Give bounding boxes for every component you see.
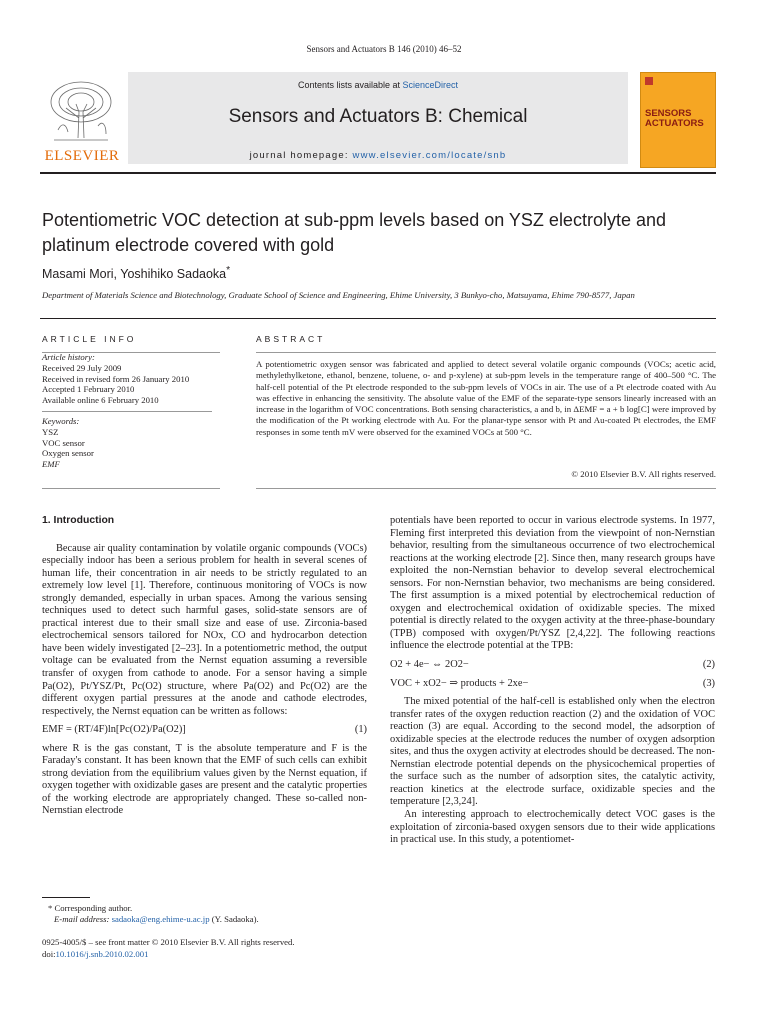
cover-title-line-2: ACTUATORS <box>645 118 704 129</box>
keyword-item: EMF <box>42 459 60 470</box>
masthead-banner <box>128 72 628 164</box>
article-info-heading: ARTICLE INFO <box>42 334 137 344</box>
journal-homepage <box>128 150 628 161</box>
author-affiliation: Department of Materials Science and Biotechnology, Graduate School of Science and Engineering, Ehime University, 3 Bunkyo-cho, Matsuyama, Ehime 790-8577, Japan <box>42 290 635 300</box>
equation-2 <box>390 659 715 672</box>
equation-1-number: (1) <box>354 724 367 736</box>
equation-2-number: (2) <box>702 659 715 671</box>
body-paragraph: where R is the gas constant, T is the absolute temperature and F is the Faraday's constant. It has been known that the EMF of such cells can exhibit strong deviation from the equilibrium values given by the Nernst equation, if oxygen together with oxidizable gases are present and the catalytic properties of the working electrode are appropriately changed. These so-called non-Nernstian electrode <box>42 742 367 817</box>
elsevier-tree-icon <box>44 78 118 144</box>
header-divider <box>40 172 716 174</box>
publisher-wordmark: ELSEVIER <box>44 148 120 164</box>
authors-names: Masami Mori, Yoshihiko Sadaoka <box>42 267 227 282</box>
elsevier-logo[interactable] <box>40 78 122 168</box>
info-bottom-rule <box>42 488 220 489</box>
email-label: E-mail address: <box>54 914 112 924</box>
contents-prefix: Contents lists available at <box>297 80 403 90</box>
footnote-divider <box>42 897 90 898</box>
section-divider <box>40 318 716 319</box>
body-column-right <box>390 515 715 847</box>
body-column-left <box>42 515 367 818</box>
abstract-copyright: © 2010 Elsevier B.V. All rights reserved. <box>571 469 716 479</box>
corresponding-label: Corresponding author. <box>54 903 133 913</box>
keyword-item: Oxygen sensor <box>42 448 94 459</box>
info-separator <box>42 411 212 412</box>
email-suffix: (Y. Sadaoka). <box>209 914 259 924</box>
issn-line: 0925-4005/$ – see front matter © 2010 Elsevier B.V. All rights reserved. <box>42 937 295 947</box>
journal-cover-image <box>640 72 716 168</box>
body-paragraph: potentials have been reported to occur in various electrode systems. In 1977, Fleming first interpreted this deviation from the viewpoint of non-Nernstian behavior, resulting from the simultaneous occurrence of two electrochemical reactions at the working electrode [2]. Since then, many research groups have exploited the non-Nernstian behavior to develop several electrochemical sensors. For non-Nernstian behavior, two mechanisms are being considered. The first assumption is a mixed potential by electrochemical reduction of oxygen and electrochemical oxidation of oxidizable species. The mixed potential is directly related to the oxygen activity at the three-phase-boundary (TPB) composed with oxygen/Pt/YSZ [2,4,22]. The following reactions influence the electrode potential at the TPB: <box>390 515 715 652</box>
abstract-top-rule <box>256 352 716 353</box>
publication-meta <box>42 937 295 960</box>
journal-masthead <box>40 72 716 166</box>
equation-1 <box>42 724 367 737</box>
cover-logo-icon <box>645 77 653 85</box>
footnote-mark: * <box>48 903 53 913</box>
keyword-item: YSZ <box>42 426 59 437</box>
received-date: Received 29 July 2009 <box>42 362 122 373</box>
revised-date: Received in revised form 26 January 2010 <box>42 373 190 384</box>
equation-2-text: O2 + 4e− ⇔ 2O2− <box>390 659 469 671</box>
journal-reference: Sensors and Actuators B 146 (2010) 46–52 <box>306 44 462 54</box>
body-paragraph: An interesting approach to electrochemically detect VOC gases is the exploitation of zirconia-based oxygen sensors due to their wide applications in practical use. In this study, a potentiomet- <box>390 809 715 846</box>
body-paragraph: The mixed potential of the half-cell is established only when the electron transfer rates of the oxygen reduction reaction (2) and the oxidation of VOC reaction (3) are equal. According to the second model, the adsorption of oxidizable species at the electrode reduces the number of oxygen adsorption sites, and thus the oxygen activity at electrodes should be decreased. The non-Nernstian electrode potential depends on the physicochemical properties of the surface such as the number of adsorption sites, the catalytic activity, reaction kinetics at the electrode surface, oxidizable species and the temperature [2,3,24]. <box>390 696 715 808</box>
online-date: Available online 6 February 2010 <box>42 395 159 406</box>
contents-line <box>128 80 628 90</box>
introduction-heading: 1. Introduction <box>42 515 115 526</box>
homepage-label: journal homepage: <box>249 150 353 161</box>
article-title: Potentiometric VOC detection at sub-ppm levels based on YSZ electrolyte and platinum electrode covered with gold <box>42 210 666 255</box>
equation-3 <box>390 678 715 691</box>
corresponding-author-mark[interactable]: * <box>226 265 231 276</box>
keyword-item: VOC sensor <box>42 437 85 448</box>
equation-3-number: (3) <box>702 677 715 689</box>
equation-3-text: VOC + xO2− ⇒ products + 2xe− <box>390 677 529 689</box>
author-list <box>42 265 230 281</box>
keywords-label: Keywords: <box>42 415 80 426</box>
accepted-date: Accepted 1 February 2010 <box>42 384 135 395</box>
abstract-heading: ABSTRACT <box>256 334 326 344</box>
history-label: Article history: <box>42 352 95 362</box>
cover-title-line-1: SENSORS <box>645 108 692 119</box>
journal-title: Sensors and Actuators B: Chemical <box>228 106 528 127</box>
email-link[interactable]: sadaoka@eng.ehime-u.ac.jp <box>111 914 210 924</box>
equation-1-text: EMF = (RT/4F)ln[Pc(O2)/Pa(O2)] <box>42 724 186 736</box>
abstract-bottom-rule <box>256 488 716 489</box>
homepage-link[interactable]: www.elsevier.com/locate/snb <box>352 150 507 161</box>
body-paragraph: Because air quality contamination by volatile organic compounds (VOCs) especially indoor has been a serious problem for health in several scenes of human life, their concentration in air needs to be strictly regulated to an extremely low level [1]. Therefore, continuous monitoring of VOCs is now strongly demanded, especially in urban spaces. Among the various sensing techniques used to detect such harmful gases, solid-state sensors are of practical interest due to their small size and ease of use. Zirconia-based electrochemical sensors tailored for NOx, CO and hydrocarbon detection have been widely investigated [2–23]. In a potentiometric method, the output voltage can be evaluated from the Nernst equation assuming a reversible transfer of oxygen from cathode to anode. For a sensor having a simple Pa(O2), Pt/YSZ/Pt, Pc(O2) structure, where Pa(O2) and Pc(O2) are the different oxygen partial pressures at the anode and cathode electrodes, respectively, the Nernst equation can be written as follows: <box>42 542 367 717</box>
abstract-text: A potentiometric oxygen sensor was fabricated and applied to detect several volatile organic compounds (VOCs; acetic acid, methylethylketone, ethanol, benzene, toluene, o- and p-xylene) at sub-ppm levels in the temperature range of 400–500 °C. The half-cell potential of the Pt electrode responded to the sub-ppm levels of VOCs in air. The use of a Pt electrode coated with Au was effective in enhancing the sensitivity. The absolute value of the EMF of the separate-type sensors linearly increased with an increase in the logarithm of VOC concentrations. Both sensing characteristics, a and b, in ΔEMF = a + b log[C] were improved by the modification of the Pt working electrode with Au. For the planar-type sensor with Pt and Au-coated Pt electrodes, the EMF responses in some tenth mV were observed for the examined VOCs at 500 °C. <box>256 359 716 437</box>
cover-title <box>645 109 704 129</box>
sciencedirect-link[interactable]: ScienceDirect <box>402 80 459 90</box>
corresponding-author-footnote <box>48 903 259 925</box>
doi-link[interactable]: 10.1016/j.snb.2010.02.001 <box>55 948 149 959</box>
doi-label: doi: <box>42 948 56 959</box>
article-info-box <box>42 352 220 470</box>
